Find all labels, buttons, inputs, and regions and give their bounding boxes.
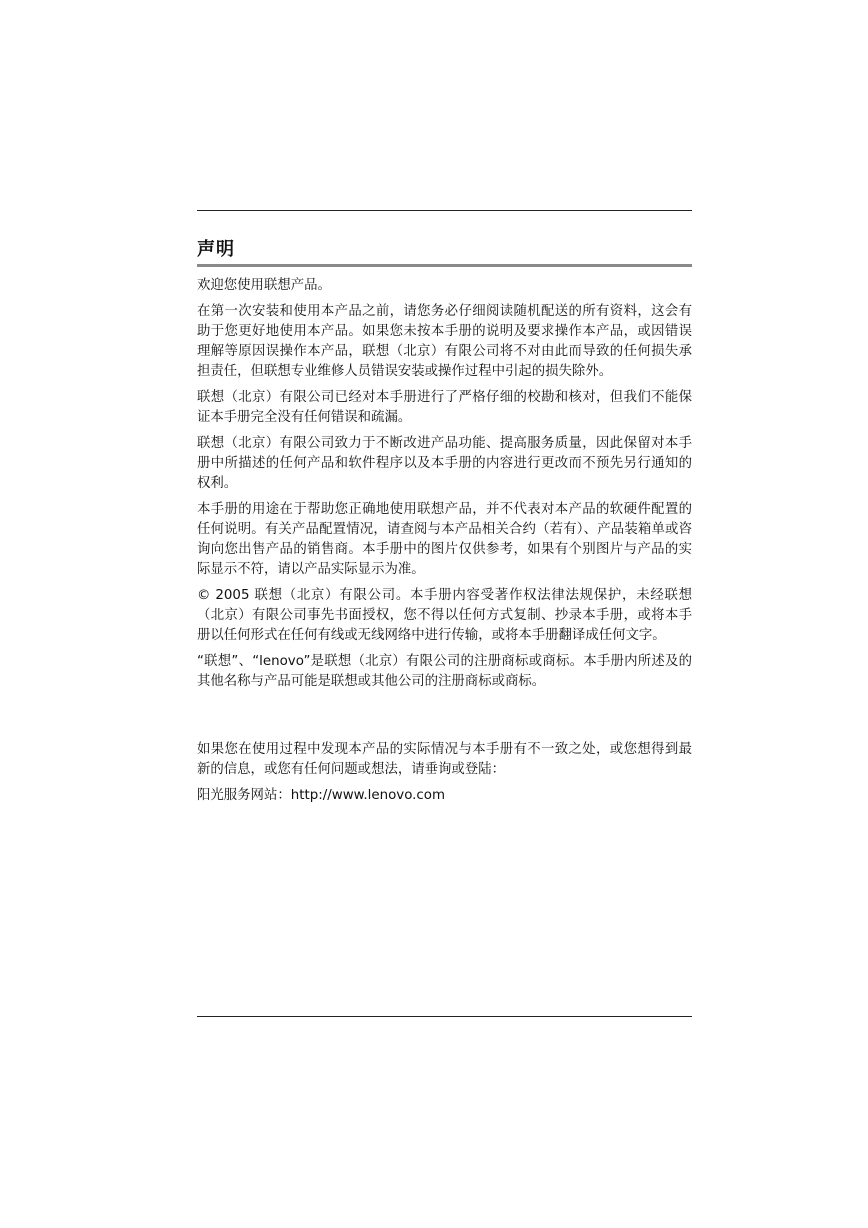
page-title: 声明 [197, 239, 235, 260]
paragraph-no-errors: 联想（北京）有限公司已经对本手册进行了严格仔细的校勘和核对，但我们不能保证本手册完全没有任何错误和疏漏。 [197, 390, 692, 425]
bottom-rule [197, 1016, 692, 1017]
top-rule [197, 210, 692, 211]
paragraph-trademarks: “联想”、“lenovo”是联想（北京）有限公司的注册商标或商标。本手册内所述及的其他名称与产品可能是联想或其他公司的注册商标或商标。 [197, 654, 692, 689]
paragraph-copyright: © 2005 联想（北京）有限公司。本手册内容受著作权法律法规保护，未经联想（北京）有限公司事先书面授权，您不得以任何方式复制、抄录本手册，或将本手册以任何形式在任何有线或无线网络中进行传输，或将本手册翻译成任何文字。 [197, 588, 692, 643]
paragraph-welcome: 欢迎您使用联想产品。 [197, 278, 331, 293]
paragraph-website: 阳光服务网站：http://www.lenovo.com [197, 788, 446, 803]
title-underline [197, 264, 692, 267]
paragraph-read-manual: 在第一次安装和使用本产品之前，请您务必仔细阅读随机配送的所有资料，这会有助于您更好地使用本产品。如果您未按本手册的说明及要求操作本产品，或因错误理解等原因误操作本产品，联想（北京）有限公司将不对由此而导致的任何损失承担责任，但联想专业维修人员错误安装或操作过程中引起的损失除外。 [197, 304, 692, 379]
paragraph-change-rights: 联想（北京）有限公司致力于不断改进产品功能、提高服务质量，因此保留对本手册中所描述的任何产品和软件程序以及本手册的内容进行更改而不预先另行通知的权利。 [197, 436, 692, 491]
paragraph-contact-intro: 如果您在使用过程中发现本产品的实际情况与本手册有不一致之处，或您想得到最新的信息，或您有任何问题或想法，请垂询或登陆： [197, 742, 692, 777]
declaration-body [197, 276, 692, 812]
paragraph-purpose: 本手册的用途在于帮助您正确地使用联想产品，并不代表对本产品的软硬件配置的任何说明。有关产品配置情况，请查阅与本产品相关合约（若有）、产品装箱单或咨询向您出售产品的销售商。本手册中的图片仅供参考，如果有个别图片与产品的实际显示不符，请以产品实际显示为准。 [197, 502, 692, 577]
